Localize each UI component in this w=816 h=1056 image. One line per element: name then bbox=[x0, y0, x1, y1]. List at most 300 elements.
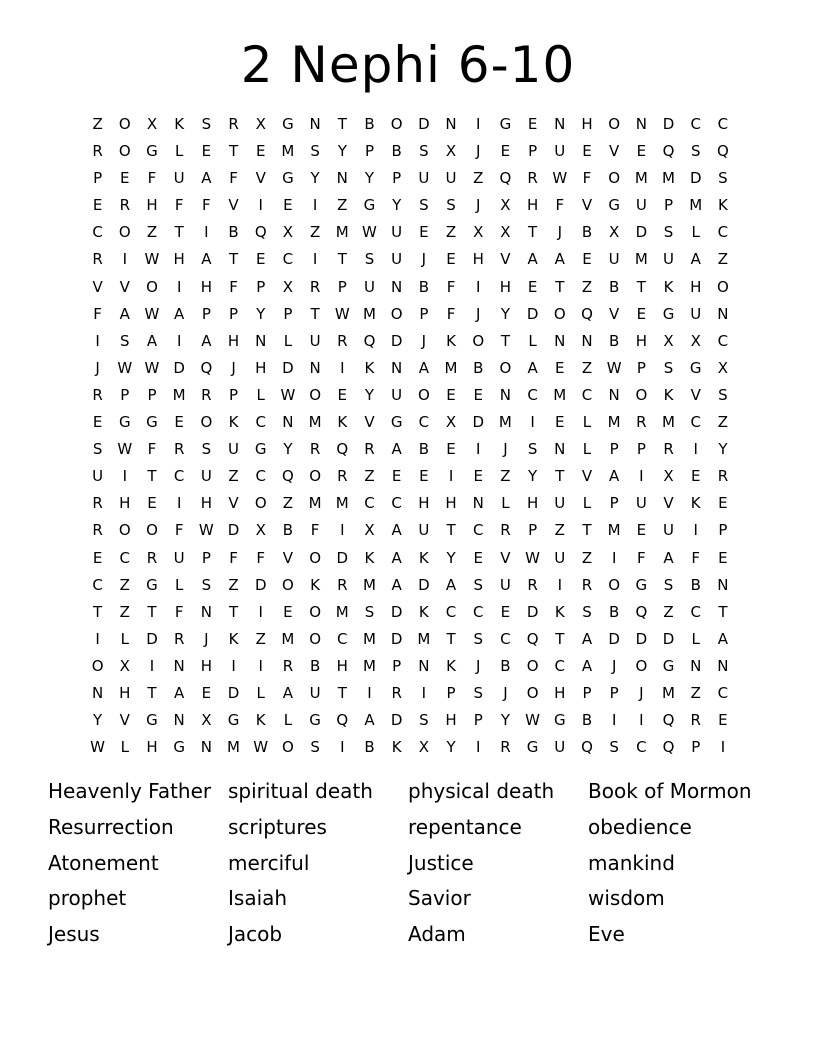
grid-letter[interactable]: F bbox=[174, 602, 184, 621]
grid-letter[interactable]: R bbox=[500, 738, 511, 757]
grid-letter[interactable]: P bbox=[419, 304, 429, 323]
grid-letter[interactable]: I bbox=[122, 250, 127, 269]
grid-letter[interactable]: O bbox=[146, 277, 158, 296]
grid-letter[interactable]: M bbox=[362, 656, 376, 675]
grid-letter[interactable]: E bbox=[255, 250, 266, 269]
grid-letter[interactable]: L bbox=[582, 440, 592, 459]
grid-letter[interactable]: C bbox=[173, 467, 185, 486]
grid-letter[interactable]: A bbox=[364, 711, 375, 730]
grid-letter[interactable]: O bbox=[499, 358, 512, 377]
grid-letter[interactable]: S bbox=[609, 738, 619, 757]
grid-letter[interactable]: X bbox=[445, 413, 457, 432]
grid-letter[interactable]: K bbox=[418, 548, 429, 567]
grid-letter[interactable]: N bbox=[635, 115, 647, 133]
grid-letter[interactable]: O bbox=[91, 656, 104, 675]
grid-letter[interactable]: M bbox=[335, 223, 349, 242]
grid-letter[interactable]: U bbox=[418, 521, 430, 540]
grid-letter[interactable]: Q bbox=[635, 602, 648, 621]
grid-letter[interactable]: C bbox=[527, 385, 538, 404]
grid-letter[interactable]: S bbox=[473, 683, 483, 702]
grid-letter[interactable]: R bbox=[636, 413, 647, 432]
grid-letter[interactable]: E bbox=[473, 548, 483, 567]
grid-letter[interactable]: R bbox=[282, 656, 294, 675]
grid-letter[interactable]: G bbox=[146, 711, 158, 730]
grid-letter[interactable]: Z bbox=[717, 413, 729, 432]
grid-letter[interactable]: K bbox=[690, 494, 701, 513]
grid-letter[interactable]: K bbox=[663, 385, 674, 404]
grid-letter[interactable]: L bbox=[256, 683, 265, 702]
grid-letter[interactable]: O bbox=[200, 413, 213, 432]
grid-letter[interactable]: K bbox=[446, 656, 456, 675]
grid-letter[interactable]: T bbox=[147, 467, 157, 486]
grid-letter[interactable]: C bbox=[472, 521, 484, 540]
grid-letter[interactable]: H bbox=[200, 277, 212, 296]
grid-letter[interactable]: M bbox=[281, 629, 295, 648]
grid-letter[interactable]: U bbox=[418, 169, 430, 188]
grid-letter[interactable]: C bbox=[690, 602, 701, 621]
grid-letter[interactable]: R bbox=[364, 440, 375, 459]
grid-letter[interactable]: T bbox=[310, 304, 320, 323]
grid-letter[interactable]: O bbox=[118, 115, 131, 133]
grid-letter[interactable]: E bbox=[255, 142, 266, 161]
grid-letter[interactable]: T bbox=[337, 683, 347, 702]
grid-letter[interactable]: B bbox=[609, 277, 620, 296]
grid-letter[interactable]: D bbox=[227, 521, 240, 540]
grid-letter[interactable]: A bbox=[174, 683, 185, 702]
grid-letter[interactable]: I bbox=[176, 277, 182, 296]
grid-letter[interactable]: W bbox=[144, 304, 160, 323]
grid-letter[interactable]: N bbox=[282, 413, 294, 432]
grid-letter[interactable]: X bbox=[500, 223, 511, 242]
grid-letter[interactable]: X bbox=[717, 358, 729, 377]
grid-letter[interactable]: F bbox=[256, 548, 266, 567]
grid-letter[interactable]: C bbox=[418, 413, 430, 432]
grid-letter[interactable]: C bbox=[337, 629, 348, 648]
grid-letter[interactable]: E bbox=[690, 467, 701, 486]
grid-letter[interactable]: N bbox=[472, 494, 484, 513]
grid-letter[interactable]: I bbox=[258, 656, 263, 675]
grid-letter[interactable]: Y bbox=[500, 711, 510, 730]
grid-letter[interactable]: W bbox=[334, 304, 350, 323]
grid-letter[interactable]: G bbox=[689, 358, 702, 377]
grid-letter[interactable]: L bbox=[582, 494, 592, 513]
grid-letter[interactable]: X bbox=[282, 223, 294, 242]
grid-letter[interactable]: O bbox=[390, 115, 403, 133]
grid-letter[interactable]: O bbox=[608, 575, 621, 594]
grid-letter[interactable]: P bbox=[664, 196, 674, 215]
grid-letter[interactable]: P bbox=[201, 304, 211, 323]
grid-letter[interactable]: G bbox=[526, 738, 539, 757]
grid-letter[interactable]: T bbox=[446, 521, 456, 540]
grid-letter[interactable]: R bbox=[337, 331, 348, 350]
grid-letter[interactable]: A bbox=[581, 629, 593, 648]
grid-letter[interactable]: X bbox=[119, 656, 130, 675]
grid-letter[interactable]: M bbox=[662, 683, 675, 702]
grid-letter[interactable]: I bbox=[231, 656, 236, 675]
grid-letter[interactable]: T bbox=[500, 331, 510, 350]
grid-letter[interactable]: E bbox=[201, 683, 212, 702]
grid-letter[interactable]: E bbox=[473, 385, 483, 404]
grid-letter[interactable]: Z bbox=[309, 223, 321, 242]
grid-letter[interactable]: S bbox=[419, 196, 429, 215]
grid-letter[interactable]: C bbox=[364, 494, 375, 513]
grid-letter[interactable]: M bbox=[607, 413, 621, 432]
grid-letter[interactable]: S bbox=[310, 142, 320, 161]
grid-letter[interactable]: I bbox=[258, 196, 263, 215]
grid-letter[interactable]: Z bbox=[581, 277, 593, 296]
grid-letter[interactable]: G bbox=[282, 169, 294, 188]
grid-letter[interactable]: M bbox=[498, 413, 512, 432]
grid-letter[interactable]: V bbox=[228, 494, 239, 513]
grid-letter[interactable]: O bbox=[309, 385, 321, 404]
grid-letter[interactable]: U bbox=[554, 548, 566, 567]
grid-letter[interactable]: R bbox=[527, 575, 538, 594]
grid-letter[interactable]: U bbox=[635, 494, 647, 513]
grid-letter[interactable]: N bbox=[499, 385, 512, 404]
grid-letter[interactable]: E bbox=[636, 142, 647, 161]
grid-letter[interactable]: I bbox=[693, 440, 698, 459]
grid-letter[interactable]: L bbox=[501, 494, 510, 513]
grid-letter[interactable]: R bbox=[92, 385, 103, 404]
grid-letter[interactable]: P bbox=[201, 548, 211, 567]
grid-letter[interactable]: A bbox=[174, 304, 185, 323]
grid-letter[interactable]: N bbox=[717, 656, 729, 675]
grid-letter[interactable]: L bbox=[174, 142, 184, 161]
grid-letter[interactable]: J bbox=[503, 440, 508, 459]
grid-letter[interactable]: I bbox=[340, 521, 345, 540]
grid-letter[interactable]: E bbox=[283, 196, 293, 215]
grid-letter[interactable]: Z bbox=[663, 602, 674, 621]
grid-letter[interactable]: Z bbox=[228, 575, 239, 594]
grid-letter[interactable]: A bbox=[717, 629, 729, 648]
grid-letter[interactable]: I bbox=[340, 738, 345, 757]
grid-letter[interactable]: O bbox=[146, 521, 158, 540]
grid-letter[interactable]: I bbox=[476, 277, 481, 296]
grid-letter[interactable]: V bbox=[500, 250, 511, 269]
grid-letter[interactable]: A bbox=[282, 683, 294, 702]
grid-letter[interactable]: P bbox=[528, 142, 538, 161]
grid-letter[interactable]: W bbox=[144, 250, 160, 269]
grid-letter[interactable]: B bbox=[609, 602, 620, 621]
grid-letter[interactable]: P bbox=[392, 656, 402, 675]
grid-letter[interactable]: M bbox=[362, 575, 376, 594]
grid-letter[interactable]: X bbox=[690, 331, 701, 350]
grid-letter[interactable]: U bbox=[391, 223, 403, 242]
grid-letter[interactable]: T bbox=[582, 521, 592, 540]
grid-letter[interactable]: M bbox=[662, 169, 675, 188]
grid-letter[interactable]: C bbox=[445, 602, 457, 621]
grid-letter[interactable]: T bbox=[555, 629, 565, 648]
grid-letter[interactable]: I bbox=[421, 683, 427, 702]
grid-letter[interactable]: A bbox=[146, 331, 158, 350]
grid-letter[interactable]: D bbox=[173, 358, 185, 377]
grid-letter[interactable]: B bbox=[418, 440, 429, 459]
grid-letter[interactable]: S bbox=[92, 440, 103, 459]
grid-letter[interactable]: I bbox=[611, 711, 617, 730]
grid-letter[interactable]: C bbox=[690, 115, 701, 133]
grid-letter[interactable]: Z bbox=[554, 521, 565, 540]
grid-letter[interactable]: E bbox=[283, 602, 293, 621]
grid-letter[interactable]: B bbox=[309, 656, 321, 675]
grid-letter[interactable]: E bbox=[582, 142, 592, 161]
grid-letter[interactable]: Y bbox=[364, 169, 375, 188]
grid-letter[interactable]: S bbox=[663, 223, 674, 242]
grid-letter[interactable]: S bbox=[718, 385, 728, 404]
grid-letter[interactable]: A bbox=[445, 575, 457, 594]
grid-letter[interactable]: G bbox=[635, 575, 648, 594]
grid-letter[interactable]: O bbox=[417, 385, 430, 404]
grid-letter[interactable]: C bbox=[717, 223, 729, 242]
grid-letter[interactable]: U bbox=[391, 385, 403, 404]
grid-letter[interactable]: D bbox=[336, 548, 349, 567]
grid-letter[interactable]: I bbox=[149, 656, 155, 675]
grid-letter[interactable]: D bbox=[662, 115, 675, 133]
grid-letter[interactable]: W bbox=[117, 358, 133, 377]
grid-letter[interactable]: O bbox=[635, 656, 648, 675]
grid-letter[interactable]: J bbox=[611, 656, 617, 675]
grid-letter[interactable]: Z bbox=[364, 467, 375, 486]
grid-letter[interactable]: U bbox=[309, 683, 321, 702]
grid-letter[interactable]: P bbox=[636, 358, 646, 377]
grid-letter[interactable]: E bbox=[636, 521, 647, 540]
grid-letter[interactable]: L bbox=[283, 331, 293, 350]
grid-letter[interactable]: A bbox=[581, 656, 593, 675]
grid-letter[interactable]: D bbox=[390, 602, 403, 621]
grid-letter[interactable]: I bbox=[639, 467, 644, 486]
grid-letter[interactable]: S bbox=[527, 440, 538, 459]
grid-letter[interactable]: T bbox=[337, 250, 347, 269]
grid-letter[interactable]: W bbox=[606, 358, 622, 377]
grid-letter[interactable]: W bbox=[144, 358, 160, 377]
grid-letter[interactable]: X bbox=[255, 521, 266, 540]
grid-letter[interactable]: Q bbox=[662, 142, 675, 161]
grid-letter[interactable]: J bbox=[95, 358, 100, 377]
grid-letter[interactable]: L bbox=[691, 223, 700, 242]
grid-letter[interactable]: N bbox=[173, 656, 185, 675]
grid-letter[interactable]: Z bbox=[581, 548, 593, 567]
grid-letter[interactable]: J bbox=[503, 683, 508, 702]
grid-letter[interactable]: E bbox=[582, 250, 592, 269]
grid-letter[interactable]: U bbox=[554, 738, 566, 757]
grid-letter[interactable]: T bbox=[528, 223, 538, 242]
grid-letter[interactable]: H bbox=[635, 331, 647, 350]
grid-letter[interactable]: R bbox=[92, 142, 103, 161]
grid-letter[interactable]: N bbox=[91, 683, 104, 702]
grid-letter[interactable]: G bbox=[390, 413, 403, 432]
grid-letter[interactable]: Y bbox=[337, 142, 347, 161]
grid-letter[interactable]: K bbox=[418, 602, 429, 621]
grid-letter[interactable]: W bbox=[198, 521, 214, 540]
grid-letter[interactable]: N bbox=[608, 385, 620, 404]
grid-letter[interactable]: C bbox=[717, 115, 729, 133]
grid-letter[interactable]: J bbox=[476, 196, 481, 215]
grid-letter[interactable]: D bbox=[282, 358, 294, 377]
grid-letter[interactable]: N bbox=[173, 711, 185, 730]
grid-letter[interactable]: O bbox=[717, 277, 729, 296]
grid-letter[interactable]: R bbox=[391, 683, 402, 702]
grid-letter[interactable]: I bbox=[476, 115, 481, 133]
grid-letter[interactable]: O bbox=[309, 467, 321, 486]
grid-letter[interactable]: B bbox=[364, 115, 375, 133]
grid-letter[interactable]: M bbox=[444, 358, 458, 377]
grid-letter[interactable]: R bbox=[337, 575, 348, 594]
grid-letter[interactable]: O bbox=[309, 602, 321, 621]
grid-letter[interactable]: H bbox=[499, 277, 512, 296]
grid-letter[interactable]: Q bbox=[662, 711, 675, 730]
grid-letter[interactable]: D bbox=[390, 711, 403, 730]
grid-letter[interactable]: R bbox=[119, 196, 130, 215]
grid-letter[interactable]: M bbox=[417, 629, 431, 648]
grid-letter[interactable]: S bbox=[201, 575, 212, 594]
grid-letter[interactable]: M bbox=[689, 196, 703, 215]
grid-letter[interactable]: S bbox=[446, 196, 456, 215]
grid-letter[interactable]: S bbox=[473, 629, 483, 648]
grid-letter[interactable]: C bbox=[92, 223, 103, 242]
grid-letter[interactable]: J bbox=[476, 142, 481, 161]
grid-letter[interactable]: K bbox=[228, 413, 239, 432]
grid-letter[interactable]: C bbox=[500, 629, 511, 648]
grid-letter[interactable]: P bbox=[528, 521, 538, 540]
grid-letter[interactable]: M bbox=[308, 413, 322, 432]
grid-letter[interactable]: Z bbox=[581, 358, 593, 377]
grid-letter[interactable]: G bbox=[173, 738, 185, 757]
grid-letter[interactable]: V bbox=[364, 413, 375, 432]
grid-letter[interactable]: P bbox=[691, 738, 701, 757]
grid-letter[interactable]: E bbox=[174, 413, 184, 432]
grid-letter[interactable]: U bbox=[499, 575, 511, 594]
grid-letter[interactable]: V bbox=[119, 277, 130, 296]
grid-letter[interactable]: Y bbox=[283, 440, 293, 459]
grid-letter[interactable]: Y bbox=[718, 440, 728, 459]
grid-letter[interactable]: Y bbox=[392, 196, 402, 215]
grid-letter[interactable]: D bbox=[146, 629, 158, 648]
grid-letter[interactable]: G bbox=[608, 196, 620, 215]
grid-letter[interactable]: E bbox=[419, 467, 429, 486]
grid-letter[interactable]: A bbox=[391, 575, 402, 594]
grid-letter[interactable]: X bbox=[418, 738, 429, 757]
grid-letter[interactable]: E bbox=[446, 250, 456, 269]
grid-letter[interactable]: E bbox=[718, 548, 728, 567]
grid-letter[interactable]: N bbox=[200, 602, 212, 621]
grid-letter[interactable]: A bbox=[690, 250, 701, 269]
grid-letter[interactable]: H bbox=[200, 656, 212, 675]
grid-letter[interactable]: W bbox=[525, 548, 541, 567]
grid-letter[interactable]: N bbox=[391, 358, 403, 377]
grid-letter[interactable]: G bbox=[499, 115, 512, 133]
grid-letter[interactable]: K bbox=[391, 738, 402, 757]
grid-letter[interactable]: H bbox=[418, 494, 430, 513]
grid-letter[interactable]: R bbox=[527, 169, 538, 188]
grid-letter[interactable]: N bbox=[336, 169, 348, 188]
grid-letter[interactable]: O bbox=[282, 575, 294, 594]
grid-letter[interactable]: F bbox=[202, 196, 211, 215]
grid-letter[interactable]: P bbox=[392, 169, 402, 188]
grid-letter[interactable]: M bbox=[335, 602, 349, 621]
grid-letter[interactable]: H bbox=[146, 738, 158, 757]
grid-letter[interactable]: U bbox=[391, 250, 403, 269]
grid-letter[interactable]: P bbox=[609, 494, 619, 513]
grid-letter[interactable]: W bbox=[362, 223, 377, 242]
grid-letter[interactable]: K bbox=[174, 115, 185, 133]
grid-letter[interactable]: Z bbox=[255, 629, 266, 648]
grid-letter[interactable]: I bbox=[312, 196, 318, 215]
grid-letter[interactable]: P bbox=[120, 385, 130, 404]
grid-letter[interactable]: C bbox=[636, 738, 647, 757]
grid-letter[interactable]: E bbox=[446, 440, 456, 459]
grid-letter[interactable]: Y bbox=[446, 548, 456, 567]
grid-letter[interactable]: N bbox=[309, 358, 321, 377]
grid-letter[interactable]: G bbox=[254, 440, 267, 459]
grid-letter[interactable]: Z bbox=[690, 683, 701, 702]
grid-letter[interactable]: U bbox=[228, 440, 240, 459]
grid-letter[interactable]: O bbox=[526, 683, 539, 702]
grid-letter[interactable]: Z bbox=[500, 467, 511, 486]
grid-letter[interactable]: D bbox=[635, 629, 648, 648]
grid-letter[interactable]: J bbox=[231, 358, 236, 377]
grid-letter[interactable]: M bbox=[362, 629, 376, 648]
grid-letter[interactable]: I bbox=[340, 358, 345, 377]
grid-letter[interactable]: A bbox=[527, 358, 538, 377]
grid-letter[interactable]: D bbox=[608, 629, 620, 648]
grid-letter[interactable]: Y bbox=[256, 304, 266, 323]
grid-letter[interactable]: Z bbox=[119, 575, 130, 594]
grid-letter[interactable]: U bbox=[663, 250, 675, 269]
grid-letter[interactable]: N bbox=[554, 115, 566, 133]
grid-letter[interactable]: S bbox=[310, 738, 320, 757]
grid-letter[interactable]: K bbox=[255, 711, 266, 730]
grid-letter[interactable]: O bbox=[390, 304, 403, 323]
grid-letter[interactable]: K bbox=[364, 548, 375, 567]
grid-letter[interactable]: S bbox=[201, 440, 212, 459]
grid-letter[interactable]: U bbox=[608, 250, 620, 269]
grid-letter[interactable]: H bbox=[690, 277, 702, 296]
grid-letter[interactable]: D bbox=[390, 331, 403, 350]
grid-letter[interactable]: H bbox=[200, 494, 212, 513]
grid-letter[interactable]: F bbox=[555, 196, 565, 215]
grid-letter[interactable]: K bbox=[337, 413, 348, 432]
grid-letter[interactable]: F bbox=[147, 169, 157, 188]
grid-letter[interactable]: B bbox=[282, 521, 294, 540]
grid-letter[interactable]: U bbox=[363, 277, 375, 296]
grid-letter[interactable]: E bbox=[446, 385, 456, 404]
grid-letter[interactable]: M bbox=[634, 169, 648, 188]
grid-letter[interactable]: W bbox=[117, 440, 133, 459]
grid-letter[interactable]: X bbox=[500, 196, 511, 215]
grid-letter[interactable]: G bbox=[146, 142, 158, 161]
grid-letter[interactable]: D bbox=[472, 413, 484, 432]
grid-letter[interactable]: H bbox=[445, 711, 457, 730]
grid-letter[interactable]: T bbox=[555, 277, 565, 296]
grid-letter[interactable]: V bbox=[228, 196, 239, 215]
grid-letter[interactable]: Z bbox=[119, 602, 130, 621]
grid-letter[interactable]: P bbox=[93, 169, 103, 188]
grid-letter[interactable]: T bbox=[228, 250, 239, 269]
grid-letter[interactable]: J bbox=[476, 656, 481, 675]
grid-letter[interactable]: H bbox=[146, 196, 158, 215]
grid-letter[interactable]: K bbox=[310, 575, 321, 594]
grid-letter[interactable]: U bbox=[554, 142, 566, 161]
grid-letter[interactable]: X bbox=[473, 223, 484, 242]
grid-letter[interactable]: F bbox=[446, 304, 456, 323]
grid-letter[interactable]: E bbox=[201, 142, 212, 161]
grid-letter[interactable]: N bbox=[717, 304, 729, 323]
grid-letter[interactable]: M bbox=[362, 304, 376, 323]
grid-letter[interactable]: V bbox=[255, 169, 266, 188]
grid-letter[interactable]: N bbox=[418, 656, 430, 675]
grid-letter[interactable]: F bbox=[174, 521, 184, 540]
grid-letter[interactable]: M bbox=[281, 142, 295, 161]
grid-letter[interactable]: E bbox=[500, 602, 511, 621]
